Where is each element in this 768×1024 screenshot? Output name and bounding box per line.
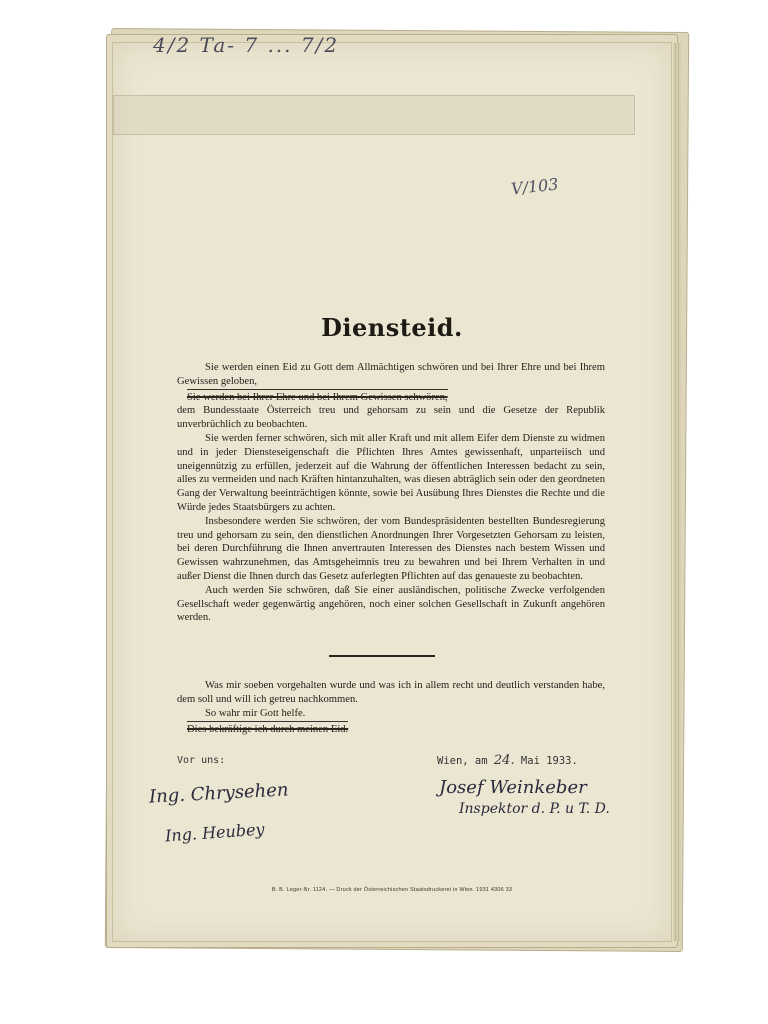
paragraph-4: Insbesondere werden Sie schwören, der vom Bundespräsidenten bestellten Bundesregierung treu und gehorsam zu sein, den dienstlichen Anordnungen Ihrer Vorgesetzten Gehorsam zu leisten, bei deren Durchführung die Ihnen anvertrauten Interessen des Dienstes nach bestem Wissen und Gewissen wahrzunehmen, das Amtsgeheimnis treu zu bewahren und bei Ihrem Verhalten in und außer Dienst die Ihnen durch das Gesetz auferlegten Pflichten auf das genaueste zu beobachten. xyxy=(177,515,605,582)
handwritten-header: 4/2 Ta- 7 ... 7/2 xyxy=(153,33,340,57)
struck-line-1: Sie werden bei Ihrer Ehre und bei Ihrem Gewissen schwören, xyxy=(187,389,448,405)
reference-note: V/103 xyxy=(510,174,560,199)
closing-text xyxy=(177,679,605,737)
page-edges xyxy=(673,43,681,941)
witness-signature-1: Ing. Chrysehen xyxy=(148,779,290,808)
date-day: 24. xyxy=(493,753,515,768)
paragraph-1: Sie werden einen Eid zu Gott dem Allmächtigen schwören und bei Ihrer Ehre und bei Ihrem Gewissen geloben, xyxy=(177,362,605,387)
pasted-strip xyxy=(113,95,635,135)
closing-paragraph: Was mir soeben vorgehalten wurde und was ich in allem recht und deutlich verstanden habe, dem soll und will ich getreu nachkommen. xyxy=(177,680,605,705)
oath-taker-signature: Josef Weinkeber xyxy=(439,777,587,798)
date-prefix: Wien, am xyxy=(437,755,488,767)
printer-imprint: B. B. Leger-Nr. 1124. — Druck der Österreichischen Staatsdruckerei in Wien. 1931 4306 33 xyxy=(271,887,513,893)
oath-document-page xyxy=(112,33,672,942)
struck-line-2: Dies bekräftige ich durch meinen Eid. xyxy=(187,721,348,737)
oath-taker-title: Inspektor d. P. u T. D. xyxy=(459,801,610,817)
witness-signature-2: Ing. Heubey xyxy=(164,819,266,846)
paragraph-2: dem Bundesstaate Österreich treu und gehorsam zu sein und die Gesetze der Republik unverbrüchlich zu beobachten. xyxy=(177,405,605,431)
paragraph-3: Sie werden ferner schwören, sich mit aller Kraft und mit allem Eifer dem Dienste zu widmen und in jeder Diensteseigenschaft die Pflichten Ihres Amtes gewissenhaft, unparteiisch und uneigennützig zu erfüllen, jederzeit auf die Wahrung der öffentlichen Interessen bedacht zu sein, alles zu vermeiden und nach Kräften hintanzuhalten, was diesen abträglich sein oder den geordneten Gang der Verwaltung beeinträchtigen könnte, sowie bei Ausübung Ihres Dienstes die Rechte und die Würde jedes Staatsbürgers zu achten. xyxy=(177,432,605,513)
oath-text xyxy=(177,361,605,625)
date-suffix: Mai 1933. xyxy=(520,755,578,767)
divider-line xyxy=(329,655,435,657)
date-line xyxy=(437,753,578,768)
paragraph-5: Auch werden Sie schwören, daß Sie einer ausländischen, politische Zwecke verfolgenden Gesellschaft weder gegenwärtig angehören, noch einer solchen Gesellschaft in Zukunft angehören werden. xyxy=(177,584,605,624)
closing-invocation: So wahr mir Gott helfe. xyxy=(205,708,306,719)
document-title: Diensteid. xyxy=(321,313,463,342)
witness-label: Vor uns: xyxy=(177,755,226,766)
